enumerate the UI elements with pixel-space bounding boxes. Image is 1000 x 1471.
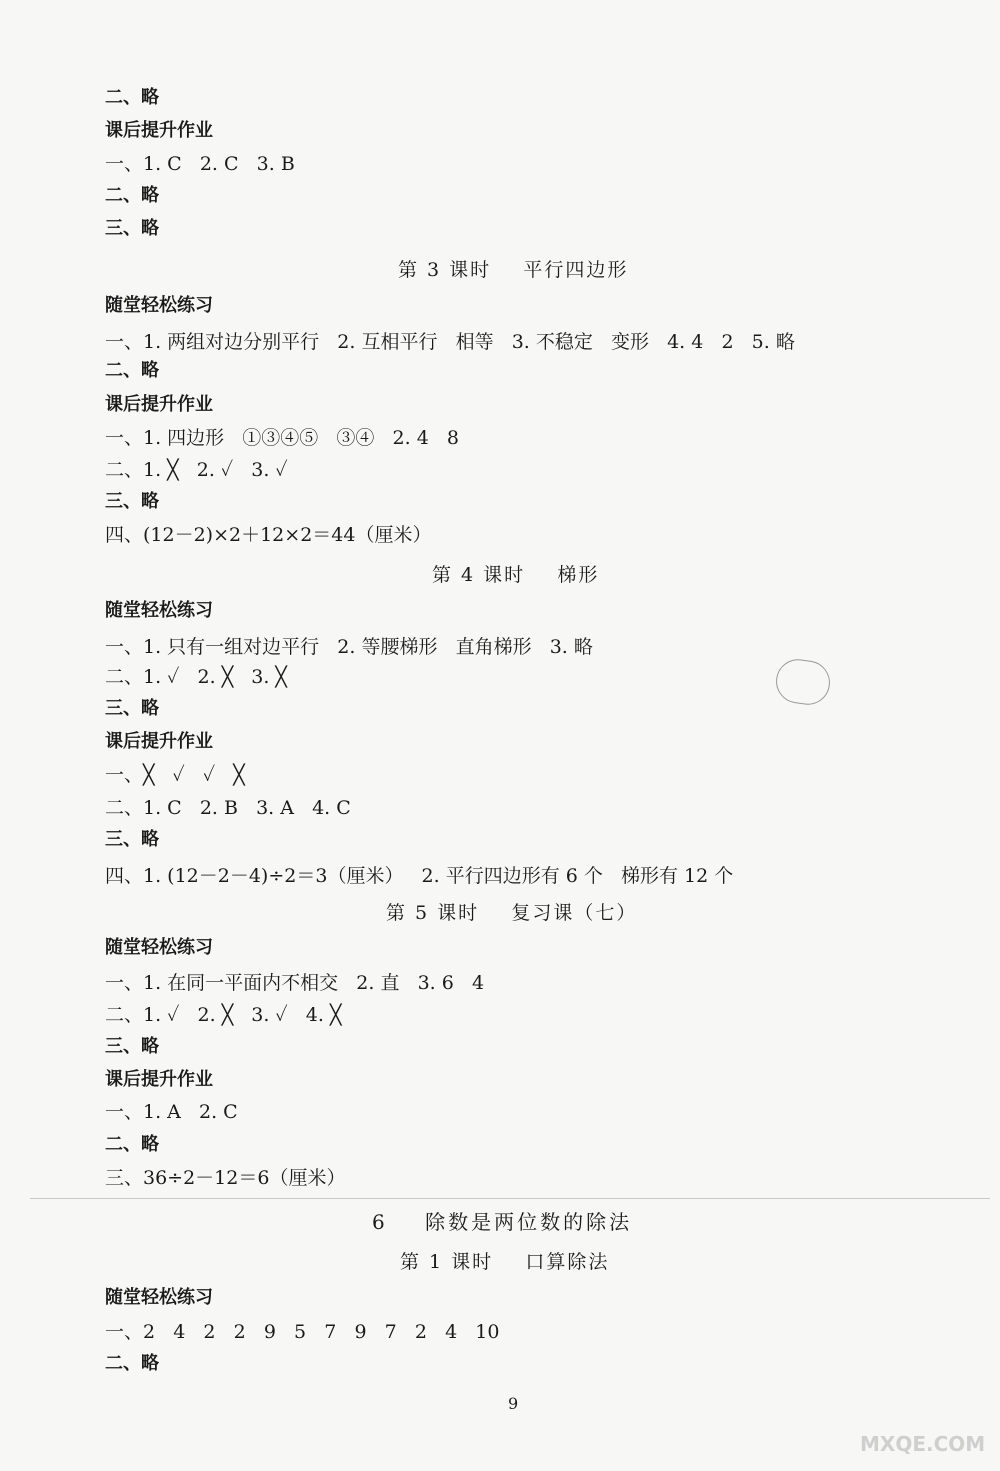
text-line: 一、1. 在同一平面内不相交 2. 直 3. 6 4 [105, 972, 485, 994]
text-line: 一、1. 四边形 ①③④⑤ ③④ 2. 4 8 [105, 427, 459, 449]
section-label: 课后提升作业 [105, 731, 213, 752]
section-label: 课后提升作业 [105, 1069, 213, 1090]
text-line: 二、略 [105, 360, 159, 381]
section-label: 随堂轻松练习 [105, 937, 213, 958]
text-line: 四、(12－2)×2＋12×2＝44（厘米） [105, 524, 432, 546]
lesson-heading: 第 5 课时 复习课（七） [386, 902, 638, 924]
text-line: 二、略 [105, 1353, 159, 1374]
text-line: 二、略 [105, 87, 159, 108]
text-line: 一、2 4 2 2 9 5 7 9 7 2 4 10 [105, 1321, 500, 1343]
lesson-heading: 第 4 课时 梯形 [432, 564, 600, 586]
lesson-heading: 第 1 课时 口算除法 [400, 1251, 610, 1273]
text-line: 一、╳ ✓ ✓ ╳ [105, 764, 245, 786]
section-label: 课后提升作业 [105, 120, 213, 141]
text-line: 三、略 [105, 1036, 159, 1057]
text-line: 二、略 [105, 185, 159, 206]
text-line: 三、略 [105, 698, 159, 719]
text-line: 二、1. ✓ 2. ╳ 3. ✓ 4. ╳ [105, 1004, 342, 1026]
text-line: 一、1. 两组对边分别平行 2. 互相平行 相等 3. 不稳定 变形 4. 4 2 5. 略 [105, 331, 795, 353]
text-line: 二、略 [105, 1134, 159, 1155]
chapter-heading: 6 除数是两位数的除法 [372, 1210, 633, 1234]
section-label: 课后提升作业 [105, 394, 213, 415]
divider [30, 1198, 990, 1199]
text-line: 二、1. ✓ 2. ╳ 3. ╳ [105, 666, 287, 688]
stamp-icon [773, 656, 833, 707]
text-line: 三、略 [105, 829, 159, 850]
text-line: 三、36÷2－12＝6（厘米） [105, 1167, 346, 1189]
text-line: 二、1. ╳ 2. ✓ 3. ✓ [105, 459, 288, 481]
watermark: MXQE.COM [860, 1432, 986, 1456]
text-line: 二、1. C 2. B 3. A 4. C [105, 797, 351, 819]
text-line: 三、略 [105, 218, 159, 239]
page-number: 9 [508, 1394, 519, 1413]
text-line: 一、1. 只有一组对边平行 2. 等腰梯形 直角梯形 3. 略 [105, 636, 593, 658]
text-line: 四、1. (12－2－4)÷2＝3（厘米） 2. 平行四边形有 6 个 梯形有 12 个 [105, 865, 734, 887]
text-line: 三、略 [105, 491, 159, 512]
lesson-heading: 第 3 课时 平行四边形 [398, 259, 629, 281]
section-label: 随堂轻松练习 [105, 1287, 213, 1308]
section-label: 随堂轻松练习 [105, 600, 213, 621]
text-line: 一、1. C 2. C 3. B [105, 153, 295, 175]
section-label: 随堂轻松练习 [105, 295, 213, 316]
text-line: 一、1. A 2. C [105, 1101, 238, 1123]
